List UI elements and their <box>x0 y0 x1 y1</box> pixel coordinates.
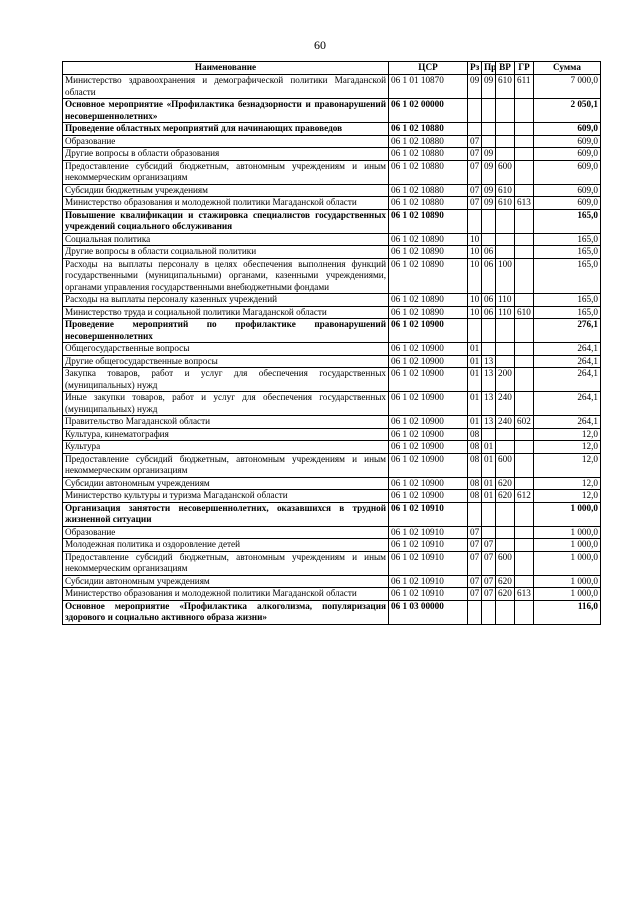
cell-name: Предоставление субсидий бюджетным, автономным учреждениям и иным некоммерческим организациям <box>63 551 389 575</box>
cell-vr: 620 <box>496 588 515 601</box>
cell-vr: 620 <box>496 477 515 490</box>
table-row <box>63 441 601 454</box>
cell-sum: 264,1 <box>534 355 601 368</box>
cell-rz: 07 <box>468 197 482 210</box>
cell-sum: 165,0 <box>534 233 601 246</box>
cell-csr: 06 1 02 10900 <box>389 355 468 368</box>
table-row <box>63 600 601 624</box>
cell-rz <box>468 209 482 233</box>
cell-sum: 276,1 <box>534 319 601 343</box>
cell-pr: 01 <box>482 477 496 490</box>
cell-rz: 10 <box>468 306 482 319</box>
cell-rz: 07 <box>468 184 482 197</box>
table-row <box>63 184 601 197</box>
cell-name: Социальная политика <box>63 233 389 246</box>
cell-gr <box>515 148 534 161</box>
cell-vr <box>496 355 515 368</box>
header-sum: Сумма <box>534 62 601 75</box>
cell-vr: 600 <box>496 453 515 477</box>
cell-csr: 06 1 02 10880 <box>389 148 468 161</box>
table-row <box>63 416 601 429</box>
cell-sum: 165,0 <box>534 306 601 319</box>
cell-name: Министерство образования и молодежной политики Магаданской области <box>63 588 389 601</box>
table-row <box>63 551 601 575</box>
cell-gr <box>515 343 534 356</box>
cell-rz <box>468 99 482 123</box>
cell-name: Расходы на выплаты персоналу в целях обеспечения выполнения функций государственными (муниципальными) органами, казенными учреждениями, органами управления государственными внебюджетными фондами <box>63 258 389 294</box>
cell-csr: 06 1 02 10910 <box>389 539 468 552</box>
cell-rz: 08 <box>468 428 482 441</box>
cell-pr <box>482 428 496 441</box>
cell-name: Закупка товаров, работ и услуг для обеспечения государственных (муниципальных) нужд <box>63 368 389 392</box>
header-name: Наименование <box>63 62 389 75</box>
cell-rz: 08 <box>468 477 482 490</box>
cell-gr: 612 <box>515 490 534 503</box>
cell-pr <box>482 343 496 356</box>
cell-name: Проведение областных мероприятий для начинающих правоведов <box>63 123 389 136</box>
cell-pr <box>482 600 496 624</box>
cell-name: Министерство труда и социальной политики Магаданской области <box>63 306 389 319</box>
cell-pr <box>482 123 496 136</box>
cell-sum: 264,1 <box>534 416 601 429</box>
cell-gr <box>515 233 534 246</box>
cell-pr <box>482 209 496 233</box>
table-row <box>63 343 601 356</box>
cell-csr: 06 1 02 10880 <box>389 160 468 184</box>
table-row <box>63 135 601 148</box>
header-pr: Пр <box>482 62 496 75</box>
cell-csr: 06 1 02 10890 <box>389 233 468 246</box>
header-csr: ЦСР <box>389 62 468 75</box>
cell-csr: 06 1 02 10890 <box>389 306 468 319</box>
table-row <box>63 502 601 526</box>
cell-gr <box>515 539 534 552</box>
cell-vr <box>496 502 515 526</box>
cell-vr <box>496 343 515 356</box>
cell-csr: 06 1 02 10900 <box>389 428 468 441</box>
cell-vr: 610 <box>496 197 515 210</box>
cell-csr: 06 1 02 10900 <box>389 319 468 343</box>
cell-csr: 06 1 02 10890 <box>389 258 468 294</box>
cell-sum: 1 000,0 <box>534 539 601 552</box>
cell-rz: 01 <box>468 368 482 392</box>
cell-csr: 06 1 02 10900 <box>389 368 468 392</box>
cell-rz: 07 <box>468 135 482 148</box>
cell-csr: 06 1 03 00000 <box>389 600 468 624</box>
cell-pr: 13 <box>482 416 496 429</box>
cell-name: Иные закупки товаров, работ и услуг для обеспечения государственных (муниципальных) нужд <box>63 392 389 416</box>
cell-gr <box>515 477 534 490</box>
cell-rz: 07 <box>468 160 482 184</box>
cell-vr <box>496 209 515 233</box>
cell-vr: 240 <box>496 392 515 416</box>
table-row <box>63 197 601 210</box>
cell-pr: 09 <box>482 160 496 184</box>
cell-vr <box>496 600 515 624</box>
cell-sum: 609,0 <box>534 197 601 210</box>
cell-gr <box>515 160 534 184</box>
cell-name: Организация занятости несовершеннолетних, оказавшихся в трудной жизненной ситуации <box>63 502 389 526</box>
cell-rz: 01 <box>468 392 482 416</box>
cell-vr: 110 <box>496 306 515 319</box>
cell-pr: 13 <box>482 392 496 416</box>
cell-sum: 165,0 <box>534 246 601 259</box>
cell-name: Министерство здравоохранения и демографической политики Магаданской области <box>63 75 389 99</box>
cell-rz: 08 <box>468 453 482 477</box>
cell-sum: 264,1 <box>534 392 601 416</box>
table-row <box>63 75 601 99</box>
page-number: 60 <box>314 38 326 52</box>
cell-rz: 01 <box>468 355 482 368</box>
cell-pr: 06 <box>482 246 496 259</box>
cell-sum: 12,0 <box>534 428 601 441</box>
cell-sum: 1 000,0 <box>534 575 601 588</box>
cell-name: Министерство культуры и туризма Магаданской области <box>63 490 389 503</box>
cell-vr: 620 <box>496 575 515 588</box>
table-row <box>63 526 601 539</box>
cell-csr: 06 1 02 10890 <box>389 246 468 259</box>
cell-vr: 600 <box>496 551 515 575</box>
cell-vr <box>496 526 515 539</box>
cell-pr: 01 <box>482 441 496 454</box>
cell-pr <box>482 135 496 148</box>
cell-rz: 07 <box>468 588 482 601</box>
cell-rz: 07 <box>468 539 482 552</box>
cell-gr <box>515 135 534 148</box>
cell-sum: 609,0 <box>534 135 601 148</box>
table-row <box>63 246 601 259</box>
cell-pr <box>482 502 496 526</box>
cell-gr: 613 <box>515 197 534 210</box>
table-row <box>63 490 601 503</box>
cell-csr: 06 1 02 10880 <box>389 197 468 210</box>
cell-pr <box>482 233 496 246</box>
header-vr: ВР <box>496 62 515 75</box>
cell-pr: 06 <box>482 306 496 319</box>
cell-name: Проведение мероприятий по профилактике правонарушений несовершеннолетних <box>63 319 389 343</box>
cell-vr: 610 <box>496 75 515 99</box>
cell-gr <box>515 526 534 539</box>
cell-gr <box>515 453 534 477</box>
cell-sum: 264,1 <box>534 368 601 392</box>
cell-gr <box>515 99 534 123</box>
cell-sum: 12,0 <box>534 453 601 477</box>
cell-gr: 611 <box>515 75 534 99</box>
cell-csr: 06 1 02 10880 <box>389 135 468 148</box>
cell-csr: 06 1 02 10890 <box>389 209 468 233</box>
table-row <box>63 209 601 233</box>
cell-gr <box>515 368 534 392</box>
cell-sum: 7 000,0 <box>534 75 601 99</box>
cell-gr <box>515 575 534 588</box>
cell-sum: 2 050,1 <box>534 99 601 123</box>
header-gr: ГР <box>515 62 534 75</box>
cell-vr <box>496 148 515 161</box>
cell-gr: 610 <box>515 306 534 319</box>
cell-sum: 1 000,0 <box>534 502 601 526</box>
cell-sum: 1 000,0 <box>534 588 601 601</box>
cell-vr: 110 <box>496 294 515 307</box>
cell-csr: 06 1 02 10910 <box>389 502 468 526</box>
cell-name: Субсидии бюджетным учреждениям <box>63 184 389 197</box>
cell-name: Министерство образования и молодежной политики Магаданской области <box>63 197 389 210</box>
cell-pr: 07 <box>482 539 496 552</box>
cell-csr: 06 1 02 10910 <box>389 551 468 575</box>
table-row <box>63 294 601 307</box>
cell-gr <box>515 551 534 575</box>
cell-pr <box>482 319 496 343</box>
cell-gr <box>515 600 534 624</box>
cell-vr: 600 <box>496 160 515 184</box>
cell-sum: 609,0 <box>534 148 601 161</box>
table-row <box>63 575 601 588</box>
cell-pr: 13 <box>482 355 496 368</box>
cell-rz: 08 <box>468 441 482 454</box>
cell-sum: 264,1 <box>534 343 601 356</box>
cell-pr: 09 <box>482 197 496 210</box>
cell-gr: 602 <box>515 416 534 429</box>
table-row <box>63 453 601 477</box>
cell-gr <box>515 246 534 259</box>
cell-sum: 116,0 <box>534 600 601 624</box>
cell-name: Основное мероприятие «Профилактика алкоголизма, популяризация здорового и социально активного образа жизни» <box>63 600 389 624</box>
cell-gr: 613 <box>515 588 534 601</box>
cell-csr: 06 1 01 10870 <box>389 75 468 99</box>
header-rz: Рз <box>468 62 482 75</box>
cell-csr: 06 1 02 00000 <box>389 99 468 123</box>
cell-name: Расходы на выплаты персоналу казенных учреждений <box>63 294 389 307</box>
cell-csr: 06 1 02 10900 <box>389 453 468 477</box>
cell-rz <box>468 502 482 526</box>
cell-name: Образование <box>63 135 389 148</box>
table-row <box>63 588 601 601</box>
cell-pr: 06 <box>482 258 496 294</box>
cell-rz: 10 <box>468 246 482 259</box>
cell-name: Другие вопросы в области образования <box>63 148 389 161</box>
cell-pr: 07 <box>482 551 496 575</box>
cell-csr: 06 1 02 10900 <box>389 441 468 454</box>
cell-csr: 06 1 02 10900 <box>389 477 468 490</box>
cell-gr <box>515 294 534 307</box>
cell-name: Субсидии автономным учреждениям <box>63 477 389 490</box>
cell-name: Субсидии автономным учреждениям <box>63 575 389 588</box>
cell-rz: 10 <box>468 258 482 294</box>
cell-csr: 06 1 02 10900 <box>389 343 468 356</box>
cell-csr: 06 1 02 10880 <box>389 123 468 136</box>
cell-rz: 10 <box>468 294 482 307</box>
cell-gr <box>515 392 534 416</box>
table-row <box>63 123 601 136</box>
cell-rz <box>468 123 482 136</box>
cell-rz: 08 <box>468 490 482 503</box>
table-row <box>63 319 601 343</box>
cell-gr <box>515 428 534 441</box>
cell-vr <box>496 246 515 259</box>
cell-vr <box>496 441 515 454</box>
cell-vr <box>496 539 515 552</box>
cell-pr: 09 <box>482 184 496 197</box>
cell-csr: 06 1 02 10910 <box>389 526 468 539</box>
cell-rz: 07 <box>468 575 482 588</box>
table-header-row <box>63 62 601 75</box>
cell-rz <box>468 319 482 343</box>
cell-name: Культура <box>63 441 389 454</box>
cell-name: Правительство Магаданской области <box>63 416 389 429</box>
cell-gr <box>515 184 534 197</box>
table-row <box>63 355 601 368</box>
table-row <box>63 148 601 161</box>
cell-sum: 12,0 <box>534 441 601 454</box>
cell-name: Предоставление субсидий бюджетным, автономным учреждениям и иным некоммерческим организациям <box>63 453 389 477</box>
cell-name: Культура, кинематография <box>63 428 389 441</box>
cell-name: Другие вопросы в области социальной политики <box>63 246 389 259</box>
table-row <box>63 477 601 490</box>
cell-gr <box>515 123 534 136</box>
cell-name: Другие общегосударственные вопросы <box>63 355 389 368</box>
cell-vr <box>496 123 515 136</box>
table-row <box>63 233 601 246</box>
cell-vr <box>496 135 515 148</box>
cell-pr <box>482 99 496 123</box>
cell-pr: 01 <box>482 490 496 503</box>
cell-pr: 09 <box>482 148 496 161</box>
cell-sum: 1 000,0 <box>534 551 601 575</box>
cell-name: Предоставление субсидий бюджетным, автономным учреждениям и иным некоммерческим организациям <box>63 160 389 184</box>
cell-csr: 06 1 02 10910 <box>389 588 468 601</box>
cell-csr: 06 1 02 10890 <box>389 294 468 307</box>
cell-csr: 06 1 02 10910 <box>389 575 468 588</box>
cell-vr: 100 <box>496 258 515 294</box>
cell-pr: 07 <box>482 588 496 601</box>
cell-gr <box>515 209 534 233</box>
cell-gr <box>515 319 534 343</box>
cell-csr: 06 1 02 10900 <box>389 416 468 429</box>
table-row <box>63 160 601 184</box>
cell-pr: 13 <box>482 368 496 392</box>
cell-vr <box>496 319 515 343</box>
table-body <box>63 75 601 625</box>
cell-csr: 06 1 02 10900 <box>389 392 468 416</box>
table-row <box>63 539 601 552</box>
cell-gr <box>515 502 534 526</box>
cell-rz: 07 <box>468 526 482 539</box>
cell-name: Основное мероприятие «Профилактика безнадзорности и правонарушений несовершеннолетних» <box>63 99 389 123</box>
cell-rz: 10 <box>468 233 482 246</box>
table-row <box>63 258 601 294</box>
cell-rz: 09 <box>468 75 482 99</box>
cell-sum: 609,0 <box>534 160 601 184</box>
cell-pr: 07 <box>482 575 496 588</box>
table-row <box>63 392 601 416</box>
cell-rz: 07 <box>468 551 482 575</box>
cell-vr: 610 <box>496 184 515 197</box>
cell-pr: 09 <box>482 75 496 99</box>
budget-table <box>62 61 601 625</box>
cell-rz: 01 <box>468 416 482 429</box>
cell-vr: 240 <box>496 416 515 429</box>
cell-pr: 01 <box>482 453 496 477</box>
cell-vr <box>496 233 515 246</box>
table-row <box>63 428 601 441</box>
cell-name: Образование <box>63 526 389 539</box>
table-row <box>63 368 601 392</box>
cell-vr <box>496 99 515 123</box>
cell-gr <box>515 355 534 368</box>
cell-sum: 165,0 <box>534 209 601 233</box>
cell-sum: 609,0 <box>534 123 601 136</box>
cell-pr: 06 <box>482 294 496 307</box>
table-row <box>63 99 601 123</box>
table-row <box>63 306 601 319</box>
cell-sum: 609,0 <box>534 184 601 197</box>
cell-csr: 06 1 02 10880 <box>389 184 468 197</box>
cell-name: Повышение квалификации и стажировка специалистов государственных учреждений социального обслуживания <box>63 209 389 233</box>
cell-csr: 06 1 02 10900 <box>389 490 468 503</box>
cell-sum: 165,0 <box>534 294 601 307</box>
cell-vr: 620 <box>496 490 515 503</box>
cell-pr <box>482 526 496 539</box>
cell-sum: 165,0 <box>534 258 601 294</box>
cell-rz: 07 <box>468 148 482 161</box>
cell-vr: 200 <box>496 368 515 392</box>
cell-gr <box>515 258 534 294</box>
cell-name: Общегосударственные вопросы <box>63 343 389 356</box>
cell-rz <box>468 600 482 624</box>
cell-name: Молодежная политика и оздоровление детей <box>63 539 389 552</box>
cell-rz: 01 <box>468 343 482 356</box>
cell-gr <box>515 441 534 454</box>
cell-sum: 12,0 <box>534 490 601 503</box>
cell-sum: 12,0 <box>534 477 601 490</box>
cell-sum: 1 000,0 <box>534 526 601 539</box>
cell-vr <box>496 428 515 441</box>
